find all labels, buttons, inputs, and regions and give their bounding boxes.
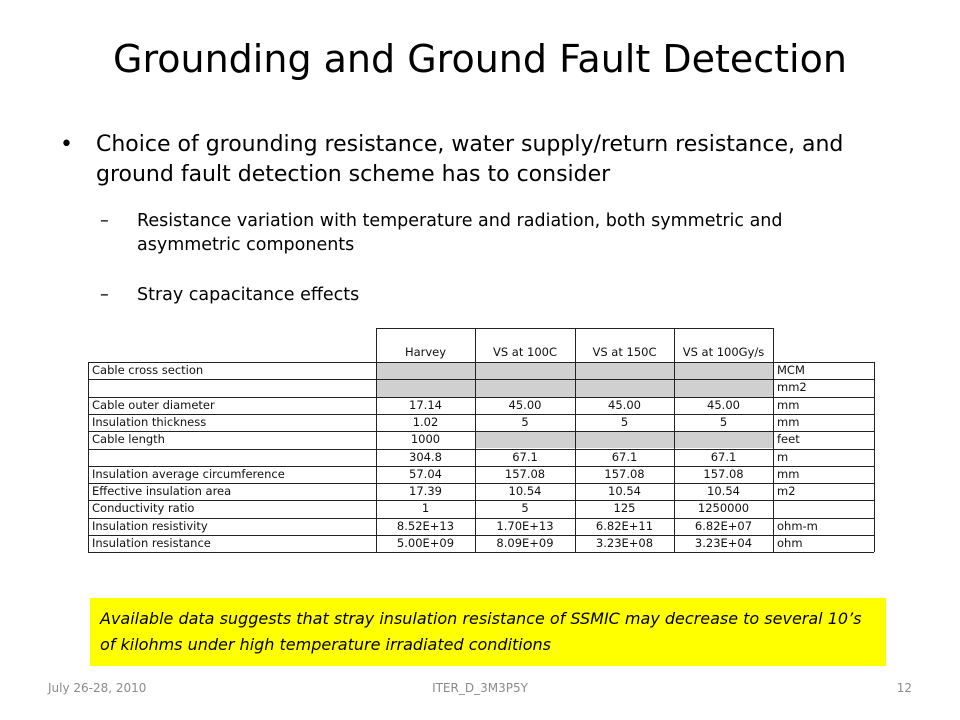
row-unit: MCM bbox=[777, 363, 805, 377]
table-cell bbox=[376, 362, 475, 379]
table-cell: 1250000 bbox=[697, 501, 750, 516]
table-cell: 3.23E+08 bbox=[595, 536, 654, 550]
table-cell: 67.1 bbox=[611, 449, 638, 464]
table-cell: 3.23E+04 bbox=[694, 536, 753, 550]
slide-title: Grounding and Ground Fault Detection bbox=[113, 37, 847, 81]
table-cell: 45.00 bbox=[508, 397, 542, 412]
column-header: VS at 100C bbox=[492, 345, 557, 359]
table-cell: 57.04 bbox=[409, 466, 442, 481]
grid-line bbox=[88, 500, 874, 501]
row-unit: m2 bbox=[777, 484, 796, 499]
cable-insulation-table bbox=[88, 328, 874, 552]
table-cell: 1 bbox=[421, 501, 430, 516]
row-label: Cable cross section bbox=[92, 363, 204, 377]
table-cell: 10.54 bbox=[508, 484, 542, 499]
grid-line bbox=[475, 328, 476, 552]
row-label: Insulation thickness bbox=[92, 414, 207, 429]
footer-page-number: 12 bbox=[896, 681, 912, 695]
row-unit: mm2 bbox=[777, 380, 807, 395]
table-cell: 10.54 bbox=[707, 484, 740, 499]
table-cell: 5 bbox=[521, 501, 529, 516]
table-cell: 8.52E+13 bbox=[396, 518, 455, 533]
row-label: Effective insulation area bbox=[92, 484, 232, 499]
row-unit: ohm-m bbox=[777, 518, 818, 533]
grid-line bbox=[88, 518, 874, 519]
row-unit: mm bbox=[777, 397, 800, 412]
dash-marker: – bbox=[100, 285, 109, 305]
table-cell: 5 bbox=[521, 414, 529, 429]
table-cell: 10.54 bbox=[608, 484, 641, 499]
grid-line bbox=[88, 466, 874, 467]
table-cell: 67.1 bbox=[710, 449, 737, 464]
column-header: VS at 150C bbox=[592, 345, 657, 359]
table-cell bbox=[575, 362, 674, 379]
table-cell: 17.39 bbox=[409, 484, 442, 499]
sub-bullet-text: Stray capacitance effects bbox=[137, 285, 360, 305]
table-cell: 304.8 bbox=[409, 449, 442, 464]
row-label: Conductivity ratio bbox=[92, 501, 195, 516]
sub-bullet-text: Resistance variation with temperature and radiation, both symmetric and asymmetric components bbox=[137, 211, 783, 255]
row-unit: m bbox=[777, 449, 789, 464]
row-unit bbox=[773, 501, 874, 518]
footer-date: July 26-28, 2010 bbox=[48, 681, 147, 695]
row-label bbox=[88, 450, 376, 467]
grid-line bbox=[88, 431, 874, 432]
row-label: Cable outer diameter bbox=[92, 397, 215, 412]
row-label bbox=[88, 380, 376, 397]
row-unit: mm bbox=[777, 414, 800, 429]
table-cell: 17.14 bbox=[409, 397, 442, 412]
table-cell bbox=[575, 379, 674, 396]
row-unit: mm bbox=[777, 466, 800, 481]
column-header: Harvey bbox=[404, 345, 447, 359]
grid-line bbox=[376, 328, 377, 552]
row-label: Cable length bbox=[92, 432, 165, 447]
table-cell: 157.08 bbox=[504, 466, 546, 481]
grid-line bbox=[575, 328, 576, 552]
table-cell: 5.00E+09 bbox=[396, 536, 455, 550]
grid-line bbox=[88, 397, 874, 398]
grid-line bbox=[773, 328, 774, 552]
table-cell: 45.00 bbox=[707, 397, 740, 412]
footer-doc-id: ITER_D_3M3P5Y bbox=[432, 681, 528, 695]
grid-line bbox=[88, 449, 874, 450]
table-cell: 157.08 bbox=[604, 466, 645, 481]
grid-line bbox=[88, 552, 874, 553]
table-cell bbox=[475, 362, 575, 379]
row-label: Insulation average circumference bbox=[92, 466, 285, 481]
grid-line bbox=[88, 362, 89, 552]
table-cell: 5 bbox=[719, 414, 728, 429]
table-cell: 8.09E+09 bbox=[496, 536, 554, 550]
table-cell: 45.00 bbox=[608, 397, 641, 412]
table-cell bbox=[475, 379, 575, 396]
table-cell: 5 bbox=[620, 414, 629, 429]
bullet-marker: • bbox=[60, 132, 73, 157]
table-cell: 6.82E+07 bbox=[694, 518, 753, 533]
table-cell bbox=[376, 379, 475, 396]
grid-line bbox=[88, 379, 874, 380]
table-cell bbox=[674, 431, 773, 448]
row-label: Insulation resistivity bbox=[92, 518, 208, 533]
table-cell bbox=[674, 362, 773, 379]
grid-line bbox=[88, 414, 874, 415]
column-header: VS at 100Gy/s bbox=[682, 345, 765, 359]
main-bullet-text: Choice of grounding resistance, water supply/return resistance, and ground fault detection scheme has to consider bbox=[96, 132, 844, 187]
table-cell bbox=[475, 431, 575, 448]
table-cell: 67.1 bbox=[512, 449, 538, 464]
table-cell: 1000 bbox=[410, 432, 441, 447]
grid-line bbox=[88, 535, 874, 536]
table-cell bbox=[674, 379, 773, 396]
table-cell: 1.70E+13 bbox=[496, 518, 554, 533]
row-unit: feet bbox=[777, 432, 800, 447]
table-cell: 6.82E+11 bbox=[595, 518, 654, 533]
grid-line bbox=[874, 362, 875, 552]
highlight-note: Available data suggests that stray insulation resistance of SSMIC may decrease to several 10’s of kilohms under high temperature irradiated conditions bbox=[90, 598, 886, 666]
table-cell: 1.02 bbox=[412, 414, 439, 429]
table-cell bbox=[575, 431, 674, 448]
grid-line bbox=[88, 483, 874, 484]
grid-line bbox=[674, 328, 675, 552]
dash-marker: – bbox=[100, 211, 109, 231]
grid-line bbox=[88, 362, 874, 363]
table-cell: 157.08 bbox=[703, 466, 744, 481]
row-unit: ohm bbox=[777, 536, 803, 550]
table-cell: 125 bbox=[613, 501, 636, 516]
row-label: Insulation resistance bbox=[92, 536, 211, 550]
